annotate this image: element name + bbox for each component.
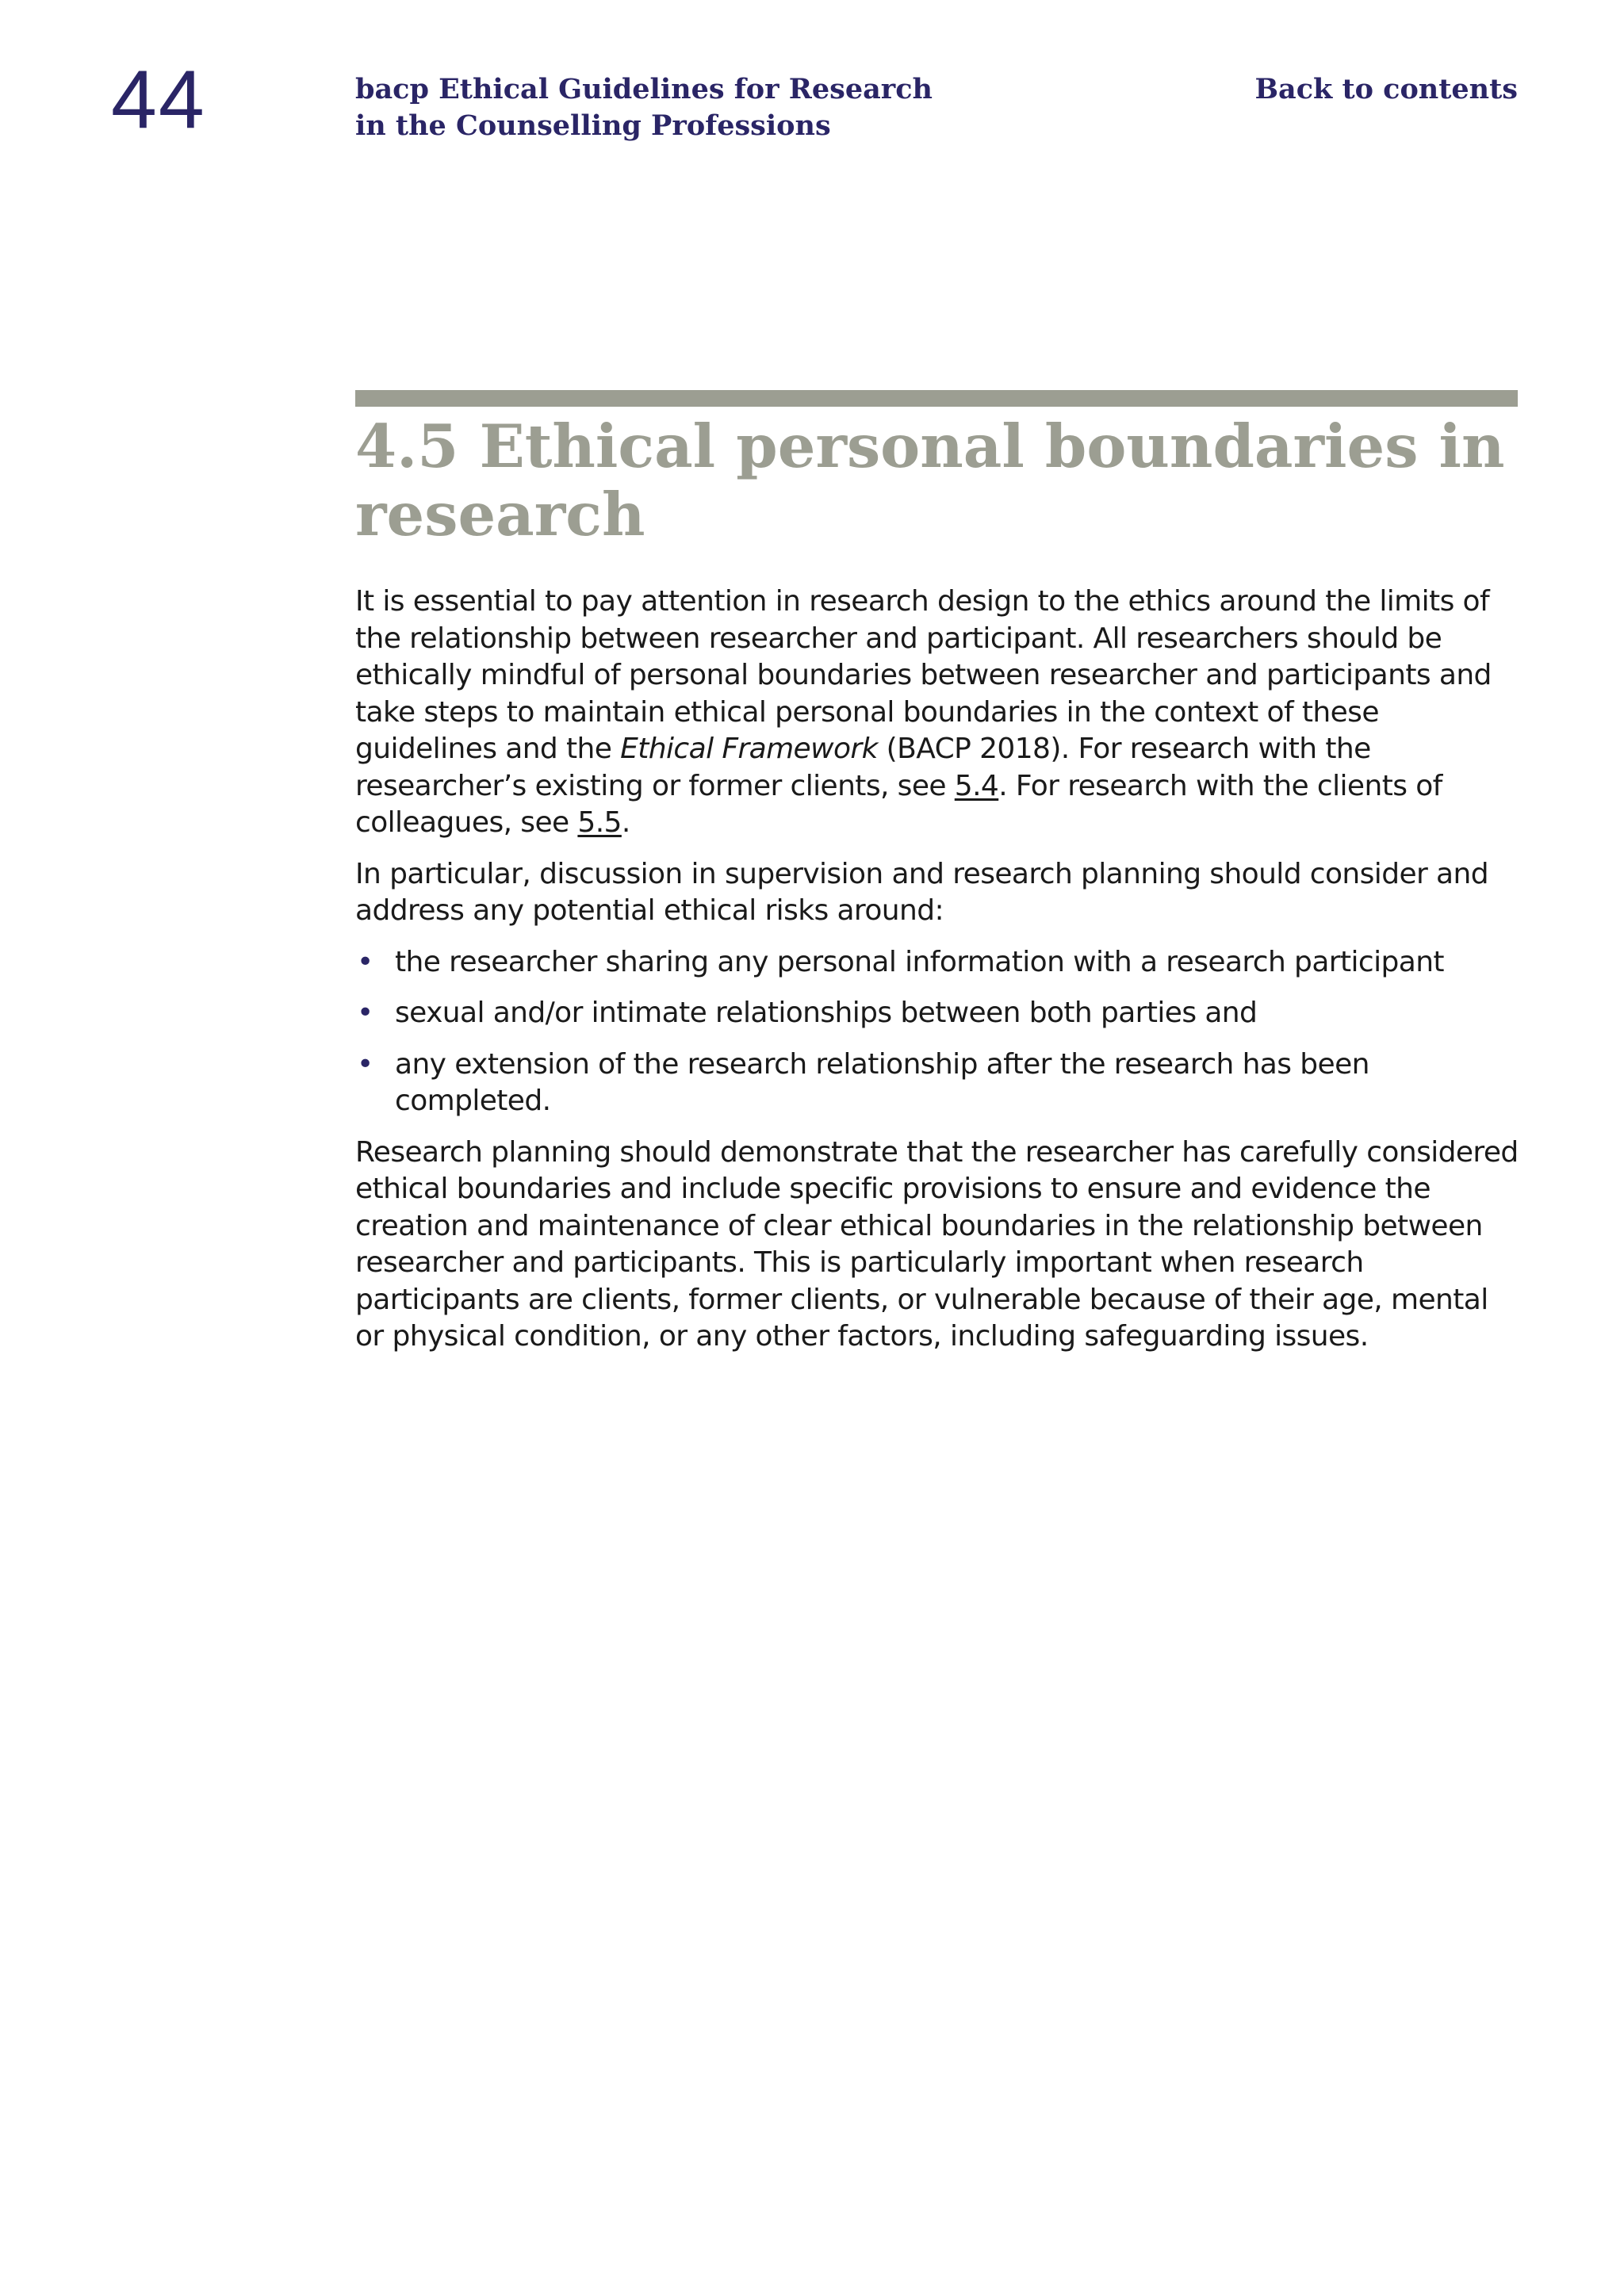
section-divider-bar bbox=[355, 390, 1518, 407]
intro-paragraph bbox=[355, 584, 1521, 842]
bullet-dot-icon: • bbox=[357, 997, 373, 1029]
bullet-text: any extension of the research relationship after the research has been completed. bbox=[395, 1047, 1369, 1117]
document-title-line-1: bacp Ethical Guidelines for Research bbox=[355, 73, 933, 105]
bullet-text: the researcher sharing any personal information with a research participant bbox=[395, 945, 1444, 978]
bullet-text: sexual and/or intimate relationships between both parties and bbox=[395, 997, 1258, 1029]
document-title-line-2: in the Counselling Professions bbox=[355, 109, 831, 142]
back-to-contents-link[interactable]: Back to contents bbox=[1254, 73, 1518, 105]
ethical-framework-title: Ethical Framework bbox=[620, 733, 878, 765]
section-content bbox=[355, 412, 1521, 1370]
research-planning-paragraph: Research planning should demonstrate that the researcher has carefully considered ethical boundaries and include specific provisions to ensure and evidence the creation and maintenance of clear ethical boundaries in the relationship between researcher and participants. This is particularly important when research participants are clients, former clients, or vulnerable because of their age, mental or physical condition, or any other factors, including safeguarding issues. bbox=[355, 1135, 1519, 1353]
document-title bbox=[355, 71, 933, 144]
page-number: 44 bbox=[111, 54, 206, 146]
intro-text-part-4: . bbox=[621, 806, 630, 839]
bullet-item bbox=[355, 1047, 1521, 1120]
bullet-dot-icon: • bbox=[357, 945, 373, 978]
bullet-item bbox=[355, 944, 1521, 982]
bullet-item bbox=[355, 995, 1521, 1032]
intro-text-part-2: (BACP 2018). For research with the researcher’s existing or former clients, see bbox=[355, 733, 1371, 802]
risks-intro-paragraph: In particular, discussion in supervision and research planning should consider and address any potential ethical risks around: bbox=[355, 857, 1488, 927]
intro-text-part-1: It is essential to pay attention in research design to the ethics around the limits of the relationship between researcher and participant. All researchers should be ethically mindful of personal boundaries between researcher and participants and take steps to maintain ethical personal boundaries in the context of these guidelines and the bbox=[355, 585, 1492, 765]
section-5-4-link[interactable]: 5.4 bbox=[954, 769, 999, 802]
bullet-dot-icon: • bbox=[357, 1047, 373, 1081]
risks-bullet-list bbox=[355, 944, 1521, 1120]
section-5-5-link[interactable]: 5.5 bbox=[577, 806, 622, 839]
intro-text-part-3: . For research with the clients of colleagues, see bbox=[355, 769, 1442, 839]
section-heading: 4.5 Ethical personal boundaries in research bbox=[355, 411, 1505, 549]
